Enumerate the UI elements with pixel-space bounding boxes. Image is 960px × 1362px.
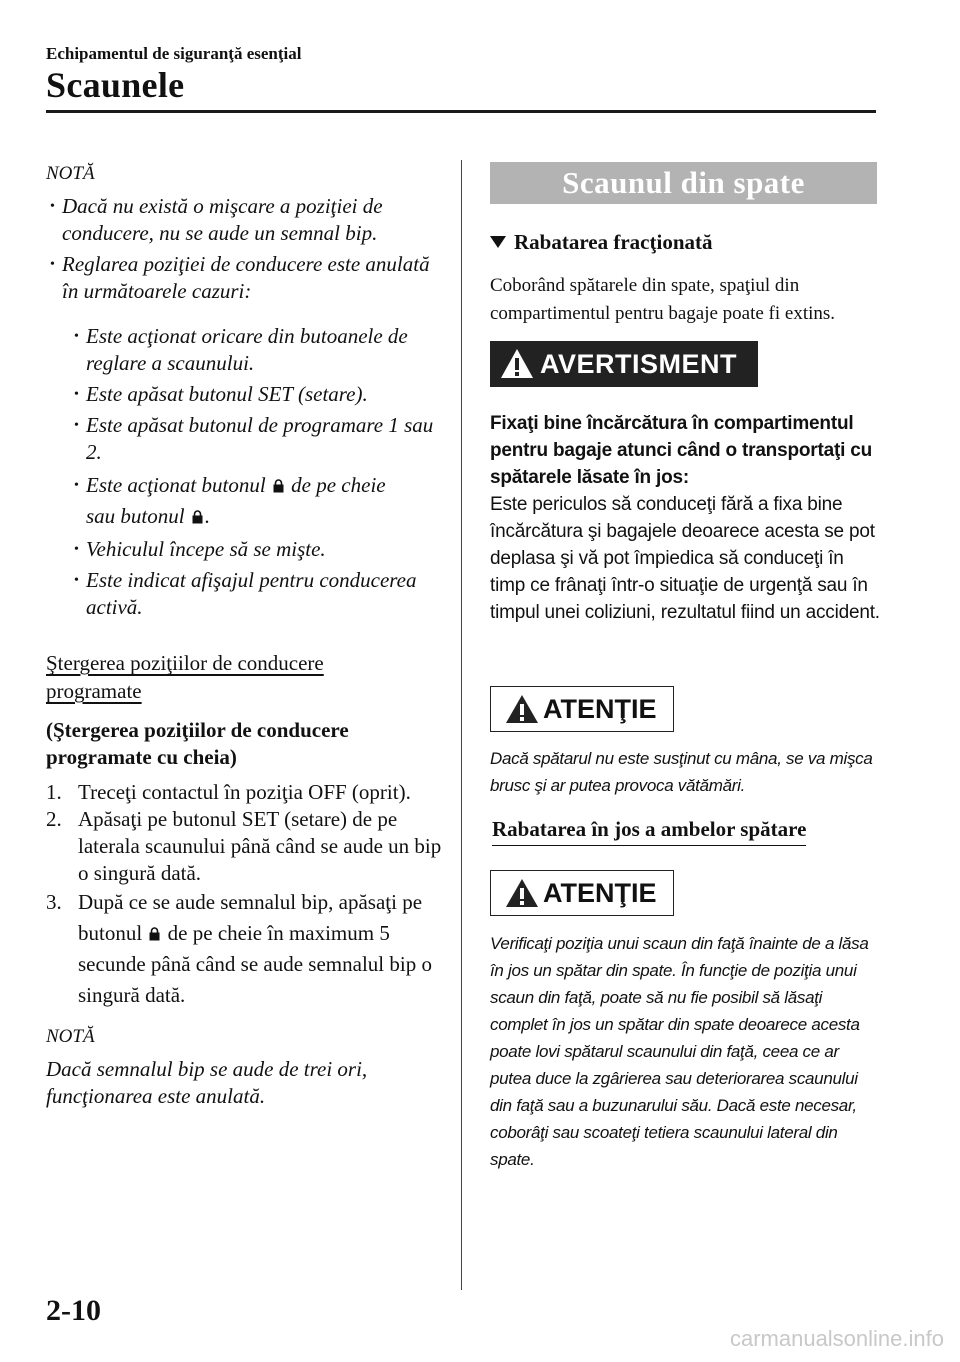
- step-text: După ce se aude semnalul bip, apăsaţi pe butonul: [78, 890, 423, 945]
- text-part: .: [204, 504, 211, 528]
- lock-icon: [192, 510, 203, 524]
- warning-label: AVERTISMENT: [540, 349, 738, 379]
- steps-list: [46, 779, 446, 1011]
- caution-label: ATENŢIE: [543, 878, 657, 908]
- step-item: [46, 779, 446, 806]
- text-part: Este acţionat butonul: [86, 473, 266, 497]
- caution-badge: [490, 870, 674, 916]
- step-text: Treceţi contactul în poziţia OFF (oprit).: [78, 780, 411, 804]
- heading-line: programate: [46, 679, 142, 703]
- nota-sub-bullet-lock: [46, 470, 446, 532]
- rabatare-text: Coborând spătarele din spate, spaţiul din compartimentul pentru bagaje poate fi extins.: [490, 275, 836, 324]
- nota-sub-bullet: • Este indicat afişajul pentru conducerea activă.: [46, 567, 446, 621]
- nota-bullet: • Reglarea poziţiei de conducere este anulată în următoarele cazuri:: [46, 251, 446, 305]
- caution-label: ATENŢIE: [543, 694, 657, 724]
- warning-triangle-icon: [500, 347, 534, 381]
- lock-icon: [273, 479, 284, 493]
- section-banner: Scaunul din spate: [490, 162, 877, 204]
- caution-badge: [490, 686, 674, 732]
- nota-sub-bullet: • Este apăsat butonul de programare 1 sau 2.: [46, 412, 446, 466]
- section-heading: [46, 649, 446, 705]
- step-number: 2.: [46, 807, 62, 831]
- heading-text: Rabatarea fracţionată: [514, 230, 713, 254]
- sub-heading: [46, 717, 446, 771]
- caution-text: Verificaţi poziţia unui scaun din faţă înainte de a lăsa în jos un spătar din spate. În funcţie de poziţia unui scaun din faţă, poate să nu fie posibil să lăsaţi complet în jos un spătar din spate deoarece acesta poate lovi spătarul scaunului din faţă, ceea ce ar putea duce la zgârierea sau deteriorarea scaunului din faţă sau a buzunarului său. Dacă este necesar, coborâţi sau scoateţi tetiera scaunului lateral din spate.: [490, 934, 869, 1169]
- text-part: de pe cheie: [291, 473, 386, 497]
- left-column: [46, 160, 446, 1110]
- nota-sub-bullet: • Vehiculul începe să se mişte.: [46, 536, 446, 563]
- nota-sub-bullet: • Este acţionat oricare din butoanele de reglare a scaunului.: [46, 323, 446, 377]
- step-item: [46, 887, 446, 1011]
- sub-heading-line: programate cu cheia): [46, 745, 237, 769]
- watermark: carmanualsonline.info: [729, 1326, 944, 1351]
- column-divider: [461, 160, 462, 1290]
- step-number: 3.: [46, 890, 62, 914]
- sub-heading-line: (Ştergerea poziţiilor de conducere: [46, 718, 349, 742]
- step-text: Apăsaţi pe butonul SET (setare) de pe laterala scaunului până când se aude un bip o singură dată.: [78, 807, 442, 885]
- warning-body: Este periculos să conduceţi fără a fixa bine încărcătura şi bagajele deoarece acesta se pot deplasa şi vă pot împiedica să conduceţi în timp ce frânaţi într-o situaţie de urgenţă sau în timpul unei coliziuni, rezultatul fiind un accident.: [490, 494, 880, 623]
- page-title: Scaunele: [46, 65, 185, 105]
- section-label: Echipamentul de siguranţă esenţial: [46, 44, 302, 63]
- header-rule: [46, 110, 876, 113]
- caution-text: Dacă spătarul nu este susţinut cu mâna, se va mişca brusc şi ar putea provoca vătămări.: [490, 749, 873, 795]
- page-number: 2-10: [46, 1294, 101, 1327]
- heading-line: Ştergerea poziţiilor de conducere: [46, 651, 324, 675]
- nota-bullet: • Dacă nu există o mişcare a poziţiei de conducere, nu se aude un semnal bip.: [46, 193, 446, 247]
- step-item: [46, 806, 446, 887]
- warning-triangle-icon: [505, 877, 539, 909]
- step-number: 1.: [46, 780, 62, 804]
- down-triangle-icon: [490, 236, 506, 248]
- text-part: sau butonul: [86, 504, 185, 528]
- nota-label: NOTĂ: [46, 1026, 95, 1047]
- nota-label: NOTĂ: [46, 163, 95, 184]
- nota-sub-bullet: • Este apăsat butonul SET (setare).: [46, 381, 446, 408]
- rabatare-heading: [490, 230, 713, 255]
- lock-icon: [149, 927, 160, 941]
- step-text: de pe cheie în maximum 5 secunde până când se aude semnalul bip o singură dată.: [78, 921, 432, 1007]
- warning-bold: Fixaţi bine încărcătura în compartimentul pentru bagaje atunci când o transportaţi cu spătarele lăsate în jos:: [490, 413, 873, 488]
- warning-text-block: [490, 410, 880, 626]
- subsection-heading: Rabatarea în jos a ambelor spătare: [492, 817, 806, 846]
- warning-triangle-icon: [505, 693, 539, 725]
- warning-badge: [490, 341, 758, 387]
- nota-text: Dacă semnalul bip se aude de trei ori, funcţionarea este anulată.: [46, 1057, 368, 1108]
